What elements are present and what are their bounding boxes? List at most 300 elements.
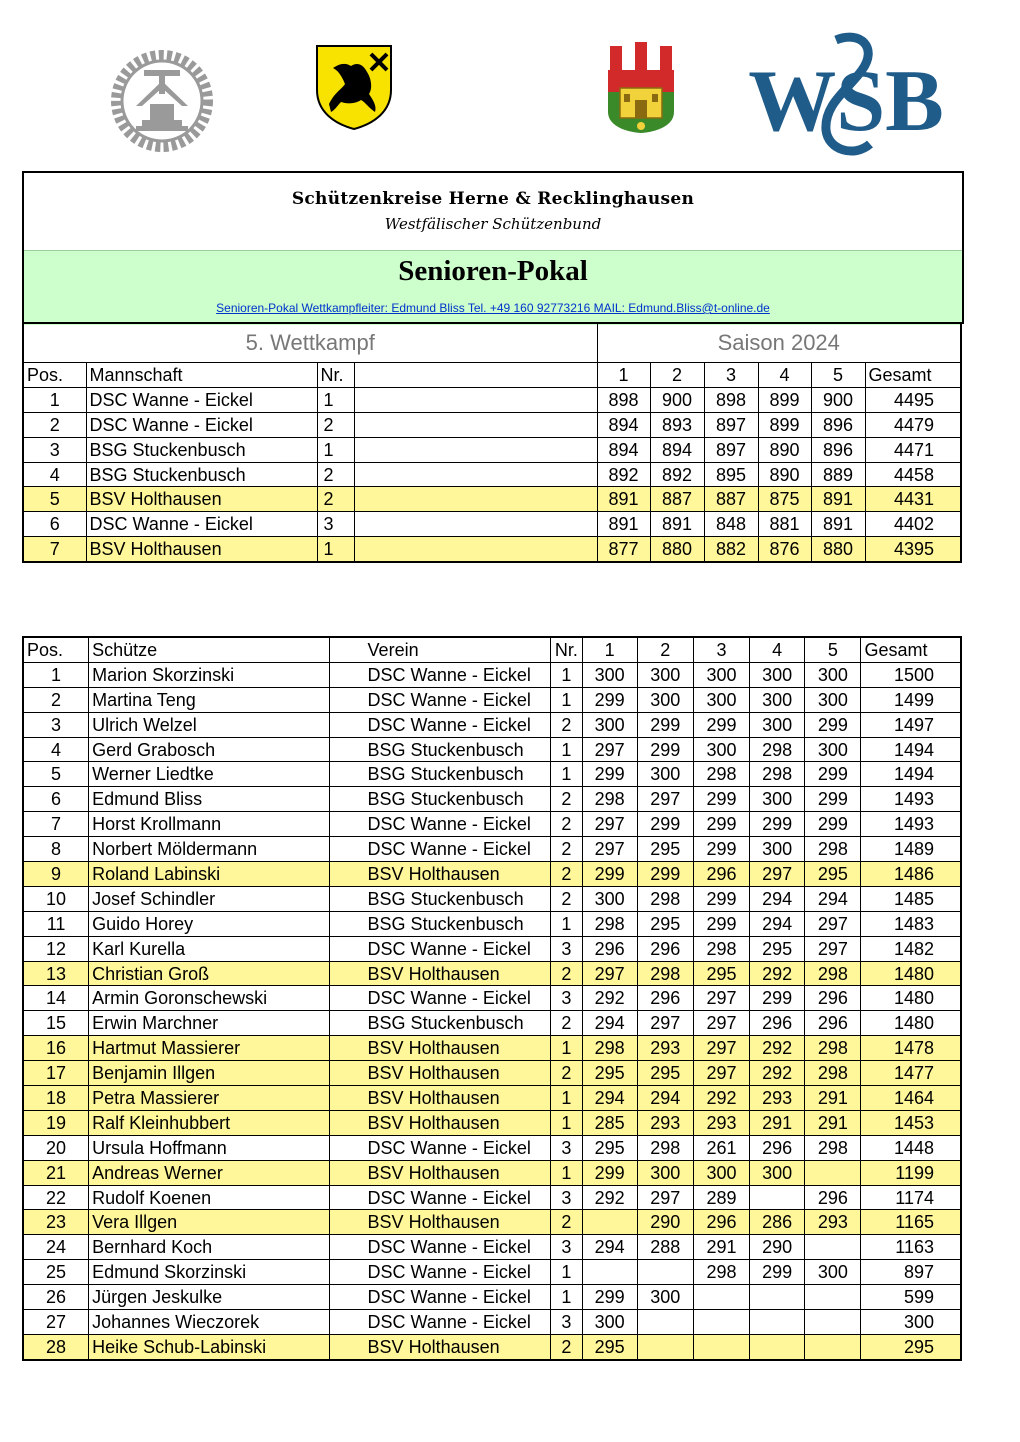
shooter-round-cell: 294 <box>582 1235 637 1260</box>
shooter-club-cell: DSC Wanne - Eickel <box>329 837 551 862</box>
shooter-row <box>23 1310 961 1335</box>
org-subtitle: Westfälischer Schützenbund <box>384 215 602 233</box>
shooter-row <box>23 662 961 687</box>
shooter-nr-cell: 1 <box>551 687 582 712</box>
shooter-nr-cell: 3 <box>551 1310 582 1335</box>
team-round-cell: 897 <box>704 437 758 462</box>
col-pos-header: Pos. <box>23 637 89 662</box>
shooter-club-cell: DSC Wanne - Eickel <box>329 986 551 1011</box>
shooter-round-cell: 296 <box>750 1011 805 1036</box>
shooter-round-cell: 290 <box>750 1235 805 1260</box>
shooter-round-cell: 288 <box>637 1235 693 1260</box>
shooter-name-cell: Benjamin Illgen <box>89 1061 329 1086</box>
shooter-round-cell: 295 <box>805 862 861 887</box>
shooter-results-table <box>22 636 962 1361</box>
shooter-name-cell: Edmund Bliss <box>89 787 329 812</box>
team-pos-cell: 4 <box>23 462 86 487</box>
shooter-round-cell: 299 <box>693 911 749 936</box>
col-pos-header: Pos. <box>23 363 86 388</box>
shooter-round-cell: 298 <box>637 886 693 911</box>
team-total-cell: 4458 <box>865 462 961 487</box>
shooter-round-cell: 298 <box>582 911 637 936</box>
logo-bar <box>0 0 1020 170</box>
shooter-club-cell: BSV Holthausen <box>329 862 551 887</box>
team-round-cell: 891 <box>650 512 704 537</box>
shooter-total-cell: 1493 <box>861 787 961 812</box>
shooter-row <box>23 787 961 812</box>
shooter-round-cell: 300 <box>637 762 693 787</box>
shooter-nr-cell: 3 <box>551 1235 582 1260</box>
shooter-row <box>23 812 961 837</box>
team-round-cell: 876 <box>758 537 811 562</box>
shooter-pos-cell: 19 <box>23 1110 89 1135</box>
mining-gear-logo <box>106 46 218 156</box>
shooter-name-cell: Heike Schub-Labinski <box>89 1334 329 1359</box>
shooter-name-cell: Vera Illgen <box>89 1210 329 1235</box>
col-r4-header: 4 <box>750 637 805 662</box>
team-results-table <box>22 322 962 563</box>
col-total-header: Gesamt <box>861 637 961 662</box>
team-blank-cell <box>354 437 597 462</box>
shooter-row <box>23 1334 961 1359</box>
shooter-round-cell: 298 <box>637 1135 693 1160</box>
team-round-cell: 889 <box>811 462 865 487</box>
shooter-club-cell: DSC Wanne - Eickel <box>329 1235 551 1260</box>
team-round-cell: 892 <box>597 462 650 487</box>
shooter-round-cell: 296 <box>805 986 861 1011</box>
shooter-round-cell: 292 <box>582 1185 637 1210</box>
shooter-round-cell: 296 <box>805 1011 861 1036</box>
shooter-round-cell: 295 <box>582 1135 637 1160</box>
shooter-round-cell: 297 <box>693 1036 749 1061</box>
team-pos-cell: 3 <box>23 437 86 462</box>
shooter-round-cell: 297 <box>637 787 693 812</box>
shooter-nr-cell: 2 <box>551 1210 582 1235</box>
team-blank-cell <box>354 537 597 562</box>
col-nr-header: Nr. <box>551 637 582 662</box>
shooter-round-cell: 297 <box>693 986 749 1011</box>
shooter-round-cell: 299 <box>805 787 861 812</box>
shooter-round-cell: 298 <box>805 1036 861 1061</box>
cup-title-band <box>24 250 962 325</box>
shooter-row <box>23 1036 961 1061</box>
team-total-cell: 4471 <box>865 437 961 462</box>
shooter-round-cell: 297 <box>637 1185 693 1210</box>
team-nr-cell: 1 <box>317 537 354 562</box>
team-row <box>23 462 961 487</box>
shooter-row <box>23 936 961 961</box>
shooter-name-cell: Bernhard Koch <box>89 1235 329 1260</box>
shooter-round-cell: 294 <box>582 1086 637 1111</box>
col-total-header: Gesamt <box>865 363 961 388</box>
team-nr-cell: 2 <box>317 462 354 487</box>
shooter-club-cell: DSC Wanne - Eickel <box>329 1285 551 1310</box>
shooter-name-cell: Horst Krollmann <box>89 812 329 837</box>
shooter-nr-cell: 2 <box>551 812 582 837</box>
shooter-total-cell: 1477 <box>861 1061 961 1086</box>
team-name-cell: DSC Wanne - Eickel <box>86 387 317 412</box>
col-r5-header: 5 <box>811 363 865 388</box>
shooter-pos-cell: 17 <box>23 1061 89 1086</box>
shooter-name-cell: Marion Skorzinski <box>89 662 329 687</box>
shooter-round-cell <box>582 1260 637 1285</box>
shooter-nr-cell: 1 <box>551 737 582 762</box>
cup-title: Senioren-Pokal <box>398 255 588 287</box>
shooter-round-cell: 300 <box>693 662 749 687</box>
shooter-round-cell <box>637 1260 693 1285</box>
shooter-round-cell: 285 <box>582 1110 637 1135</box>
org-title: Schützenkreise Herne & Recklinghausen <box>291 189 695 209</box>
team-total-cell: 4479 <box>865 412 961 437</box>
shooter-round-cell: 300 <box>750 787 805 812</box>
wsb-logo <box>748 30 944 162</box>
shooter-nr-cell: 2 <box>551 1061 582 1086</box>
shooter-round-cell: 297 <box>805 911 861 936</box>
shooter-row <box>23 886 961 911</box>
shooter-nr-cell: 2 <box>551 886 582 911</box>
team-round-cell: 895 <box>704 462 758 487</box>
shooter-club-cell: DSC Wanne - Eickel <box>329 712 551 737</box>
shooter-pos-cell: 9 <box>23 862 89 887</box>
shooter-round-cell <box>693 1334 749 1359</box>
shooter-round-cell: 299 <box>582 1285 637 1310</box>
team-name-cell: BSG Stuckenbusch <box>86 437 317 462</box>
shooter-round-cell: 299 <box>582 687 637 712</box>
shooter-nr-cell: 2 <box>551 787 582 812</box>
shooter-club-cell: DSC Wanne - Eickel <box>329 662 551 687</box>
shooter-round-cell: 300 <box>750 687 805 712</box>
shooter-name-cell: Petra Massierer <box>89 1086 329 1111</box>
shooter-round-cell: 300 <box>805 737 861 762</box>
shooter-total-cell: 1163 <box>861 1235 961 1260</box>
shooter-name-cell: Erwin Marchner <box>89 1011 329 1036</box>
shooter-name-cell: Armin Goronschewski <box>89 986 329 1011</box>
team-pos-cell: 5 <box>23 487 86 512</box>
team-round-cell: 896 <box>811 412 865 437</box>
col-team-header: Mannschaft <box>86 363 317 388</box>
shooter-round-cell: 300 <box>750 662 805 687</box>
shooter-name-cell: Josef Schindler <box>89 886 329 911</box>
shooter-round-cell: 292 <box>693 1086 749 1111</box>
shooter-row <box>23 1260 961 1285</box>
team-header-row <box>23 363 961 388</box>
shooter-round-cell: 299 <box>750 986 805 1011</box>
col-r1-header: 1 <box>582 637 637 662</box>
shooter-round-cell: 300 <box>582 1310 637 1335</box>
shooter-round-cell: 291 <box>805 1086 861 1111</box>
shooter-round-cell: 299 <box>805 712 861 737</box>
shooter-round-cell: 261 <box>693 1135 749 1160</box>
col-blank-header <box>354 363 597 388</box>
shooter-total-cell: 1494 <box>861 737 961 762</box>
team-round-cell: 881 <box>758 512 811 537</box>
shooter-round-cell: 300 <box>693 1160 749 1185</box>
shooter-round-cell: 298 <box>805 1061 861 1086</box>
team-nr-cell: 2 <box>317 487 354 512</box>
shooter-row <box>23 1235 961 1260</box>
shooter-round-cell <box>693 1285 749 1310</box>
team-row <box>23 512 961 537</box>
shooter-name-cell: Werner Liedtke <box>89 762 329 787</box>
shooter-round-cell: 299 <box>582 1160 637 1185</box>
shooter-row <box>23 1210 961 1235</box>
shooter-round-cell: 294 <box>805 886 861 911</box>
team-round-cell: 900 <box>650 387 704 412</box>
shooter-round-cell: 300 <box>582 886 637 911</box>
shooter-round-cell: 292 <box>750 1061 805 1086</box>
shooter-club-cell: DSC Wanne - Eickel <box>329 687 551 712</box>
shooter-round-cell: 298 <box>805 961 861 986</box>
team-name-cell: DSC Wanne - Eickel <box>86 412 317 437</box>
shooter-round-cell: 300 <box>805 1260 861 1285</box>
shooter-pos-cell: 22 <box>23 1185 89 1210</box>
shooter-round-cell: 293 <box>637 1110 693 1135</box>
shooter-nr-cell: 1 <box>551 1110 582 1135</box>
shooter-row <box>23 1110 961 1135</box>
shooter-pos-cell: 5 <box>23 762 89 787</box>
shooter-round-cell <box>750 1185 805 1210</box>
shooter-round-cell <box>805 1334 861 1359</box>
team-total-cell: 4495 <box>865 387 961 412</box>
shooter-round-cell: 295 <box>582 1061 637 1086</box>
team-row <box>23 537 961 562</box>
shooter-round-cell: 298 <box>582 787 637 812</box>
col-club-header: Verein <box>329 637 551 662</box>
shooter-round-cell: 291 <box>805 1110 861 1135</box>
shooter-nr-cell: 3 <box>551 936 582 961</box>
team-round-cell: 892 <box>650 462 704 487</box>
castle-coat-of-arms-logo <box>606 42 676 134</box>
shooter-round-cell: 298 <box>693 1260 749 1285</box>
shooter-total-cell: 300 <box>861 1310 961 1335</box>
shooter-round-cell: 297 <box>582 737 637 762</box>
shooter-round-cell: 298 <box>750 737 805 762</box>
team-row <box>23 437 961 462</box>
shooter-pos-cell: 12 <box>23 936 89 961</box>
shooter-round-cell: 295 <box>693 961 749 986</box>
shooter-name-cell: Martina Teng <box>89 687 329 712</box>
shooter-pos-cell: 3 <box>23 712 89 737</box>
svg-text:WSB: WSB <box>748 53 944 150</box>
shooter-nr-cell: 2 <box>551 862 582 887</box>
shooter-club-cell: BSV Holthausen <box>329 1086 551 1111</box>
shooter-round-cell: 286 <box>750 1210 805 1235</box>
shooter-club-cell: DSC Wanne - Eickel <box>329 812 551 837</box>
shooter-row <box>23 1135 961 1160</box>
shooter-total-cell: 1165 <box>861 1210 961 1235</box>
col-r2-header: 2 <box>650 363 704 388</box>
team-round-cell: 893 <box>650 412 704 437</box>
shooter-total-cell: 1486 <box>861 862 961 887</box>
shooter-round-cell: 299 <box>693 712 749 737</box>
shooter-round-cell: 299 <box>637 737 693 762</box>
shooter-row <box>23 961 961 986</box>
shooter-name-cell: Ralf Kleinhubbert <box>89 1110 329 1135</box>
shooter-pos-cell: 25 <box>23 1260 89 1285</box>
shooter-total-cell: 295 <box>861 1334 961 1359</box>
shooter-pos-cell: 28 <box>23 1334 89 1359</box>
shooter-total-cell: 1485 <box>861 886 961 911</box>
shooter-pos-cell: 13 <box>23 961 89 986</box>
col-r5-header: 5 <box>805 637 861 662</box>
col-r3-header: 3 <box>704 363 758 388</box>
team-round-cell: 891 <box>811 512 865 537</box>
shooter-name-cell: Ulrich Welzel <box>89 712 329 737</box>
shooter-total-cell: 897 <box>861 1260 961 1285</box>
shooter-round-cell: 295 <box>750 936 805 961</box>
shooter-name-cell: Rudolf Koenen <box>89 1185 329 1210</box>
shooter-club-cell: BSV Holthausen <box>329 961 551 986</box>
shooter-club-cell: BSG Stuckenbusch <box>329 886 551 911</box>
competition-row <box>23 323 961 363</box>
competition-label: 5. Wettkampf <box>23 323 597 363</box>
team-row <box>23 487 961 512</box>
shooter-total-cell: 1464 <box>861 1086 961 1111</box>
shooter-row <box>23 737 961 762</box>
shooter-round-cell: 294 <box>750 886 805 911</box>
team-round-cell: 882 <box>704 537 758 562</box>
shooter-round-cell: 300 <box>805 662 861 687</box>
shooter-round-cell: 300 <box>693 687 749 712</box>
shooter-club-cell: DSC Wanne - Eickel <box>329 1310 551 1335</box>
col-nr-header: Nr. <box>317 363 354 388</box>
shooter-round-cell: 295 <box>582 1334 637 1359</box>
herne-horse-shield-logo <box>315 44 393 130</box>
shooter-name-cell: Gerd Grabosch <box>89 737 329 762</box>
shooter-round-cell: 294 <box>582 1011 637 1036</box>
shooter-total-cell: 1453 <box>861 1110 961 1135</box>
shooter-round-cell: 300 <box>750 1160 805 1185</box>
team-round-cell: 898 <box>704 387 758 412</box>
team-round-cell: 891 <box>811 487 865 512</box>
col-r1-header: 1 <box>597 363 650 388</box>
team-blank-cell <box>354 387 597 412</box>
team-round-cell: 900 <box>811 387 865 412</box>
team-total-cell: 4431 <box>865 487 961 512</box>
team-round-cell: 890 <box>758 462 811 487</box>
shooter-total-cell: 599 <box>861 1285 961 1310</box>
shooter-club-cell: BSV Holthausen <box>329 1210 551 1235</box>
shooter-nr-cell: 3 <box>551 1135 582 1160</box>
shooter-round-cell <box>637 1334 693 1359</box>
shooter-club-cell: DSC Wanne - Eickel <box>329 1185 551 1210</box>
shooter-total-cell: 1483 <box>861 911 961 936</box>
shooter-pos-cell: 11 <box>23 911 89 936</box>
shooter-club-cell: BSG Stuckenbusch <box>329 787 551 812</box>
shooter-round-cell <box>637 1310 693 1335</box>
shooter-round-cell: 298 <box>805 1135 861 1160</box>
shooter-round-cell: 293 <box>750 1086 805 1111</box>
shooter-name-cell: Norbert Möldermann <box>89 837 329 862</box>
shooter-round-cell: 293 <box>637 1036 693 1061</box>
contact-link[interactable]: Senioren-Pokal Wettkampfleiter: Edmund Bliss Tel. +49 160 92773216 MAIL: Edmund.Bliss@t-online.de <box>216 301 770 315</box>
shooter-round-cell: 292 <box>750 1036 805 1061</box>
shooter-name-cell: Johannes Wieczorek <box>89 1310 329 1335</box>
shooter-total-cell: 1489 <box>861 837 961 862</box>
team-round-cell: 899 <box>758 412 811 437</box>
shooter-round-cell: 298 <box>582 1036 637 1061</box>
team-round-cell: 897 <box>704 412 758 437</box>
shooter-round-cell: 295 <box>637 837 693 862</box>
shooter-row <box>23 1185 961 1210</box>
shooter-pos-cell: 20 <box>23 1135 89 1160</box>
shooter-round-cell: 291 <box>750 1110 805 1135</box>
shooter-nr-cell: 1 <box>551 1160 582 1185</box>
shooter-pos-cell: 10 <box>23 886 89 911</box>
shooter-pos-cell: 7 <box>23 812 89 837</box>
shooter-round-cell: 299 <box>582 762 637 787</box>
team-round-cell: 887 <box>650 487 704 512</box>
team-pos-cell: 1 <box>23 387 86 412</box>
shooter-header-row <box>23 637 961 662</box>
shooter-pos-cell: 8 <box>23 837 89 862</box>
shooter-round-cell: 293 <box>805 1210 861 1235</box>
col-name-header: Schütze <box>89 637 329 662</box>
shooter-row <box>23 986 961 1011</box>
shooter-name-cell: Edmund Skorzinski <box>89 1260 329 1285</box>
team-total-cell: 4402 <box>865 512 961 537</box>
shooter-round-cell: 298 <box>693 936 749 961</box>
shooter-row <box>23 1160 961 1185</box>
shooter-round-cell: 300 <box>637 662 693 687</box>
shooter-round-cell: 299 <box>637 812 693 837</box>
shooter-round-cell: 292 <box>750 961 805 986</box>
shooter-pos-cell: 6 <box>23 787 89 812</box>
shooter-nr-cell: 1 <box>551 1086 582 1111</box>
shooter-round-cell <box>805 1235 861 1260</box>
shooter-round-cell: 296 <box>637 936 693 961</box>
shooter-pos-cell: 16 <box>23 1036 89 1061</box>
shooter-total-cell: 1480 <box>861 986 961 1011</box>
shooter-round-cell: 299 <box>637 712 693 737</box>
team-round-cell: 891 <box>597 487 650 512</box>
shooter-name-cell: Ursula Hoffmann <box>89 1135 329 1160</box>
shooter-round-cell: 291 <box>693 1235 749 1260</box>
shooter-total-cell: 1448 <box>861 1135 961 1160</box>
shooter-nr-cell: 2 <box>551 712 582 737</box>
team-round-cell: 887 <box>704 487 758 512</box>
shooter-row <box>23 687 961 712</box>
shooter-round-cell: 300 <box>582 662 637 687</box>
shooter-pos-cell: 4 <box>23 737 89 762</box>
shooter-round-cell: 298 <box>805 837 861 862</box>
shooter-club-cell: BSG Stuckenbusch <box>329 911 551 936</box>
shooter-round-cell: 296 <box>693 862 749 887</box>
shooter-round-cell: 300 <box>637 1285 693 1310</box>
shooter-total-cell: 1480 <box>861 961 961 986</box>
shooter-round-cell: 299 <box>693 886 749 911</box>
team-pos-cell: 2 <box>23 412 86 437</box>
shooter-round-cell: 299 <box>582 862 637 887</box>
shooter-total-cell: 1494 <box>861 762 961 787</box>
shooter-row <box>23 762 961 787</box>
team-round-cell: 894 <box>650 437 704 462</box>
team-round-cell: 890 <box>758 437 811 462</box>
team-row <box>23 412 961 437</box>
shooter-pos-cell: 27 <box>23 1310 89 1335</box>
team-blank-cell <box>354 412 597 437</box>
shooter-club-cell: DSC Wanne - Eickel <box>329 1260 551 1285</box>
team-round-cell: 875 <box>758 487 811 512</box>
shooter-round-cell: 293 <box>693 1110 749 1135</box>
team-blank-cell <box>354 462 597 487</box>
team-pos-cell: 7 <box>23 537 86 562</box>
shooter-round-cell <box>582 1210 637 1235</box>
shooter-nr-cell: 1 <box>551 762 582 787</box>
shooter-total-cell: 1499 <box>861 687 961 712</box>
shooter-name-cell: Hartmut Massierer <box>89 1036 329 1061</box>
shooter-round-cell: 299 <box>805 812 861 837</box>
